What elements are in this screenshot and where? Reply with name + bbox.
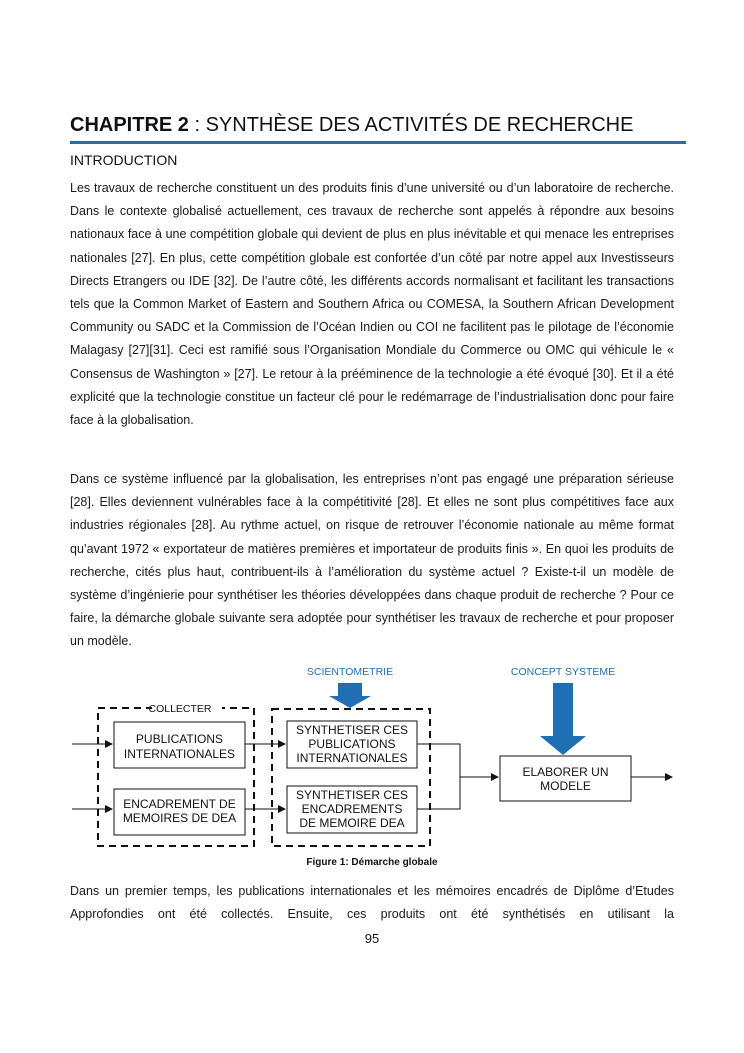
title-rule [70, 141, 686, 144]
concept-arrow [540, 683, 586, 755]
chapter-subtitle: : SYNTHÈSE DES ACTIVITÉS DE RECHERCHE [188, 114, 634, 136]
publications-line-2: INTERNATIONALES [123, 747, 236, 761]
paragraph-2: Dans ce système influencé par la globalisation, les entreprises n’ont pas engagé une préparation sérieuse [28]. Elles deviennent vulnérables face à la compétitivité [28]. Et elles ne sont plus compétitives face aux industries régionales [28]. Au rythme actuel, on risque de retrouver l’économie nationale au même format qu’avant 1972 « exportateur de matières premières et importateur de produits finis ». En quoi les produits de recherche, cités plus haut, contribuent-ils à l’amélioration du système actuel ? Existe-t-il un modèle de système d’ingénierie pour synthétiser les théories développées dans chaque produit de recherche ? Pour ce faire, la démarche globale suivante sera adoptée pour synthétiser les travaux de recherche et pour proposer un modèle. [70, 472, 674, 649]
model-line-1: ELABORER UN [522, 765, 609, 779]
collecter-label: COLLECTER [148, 703, 212, 715]
process-diagram [60, 656, 680, 876]
scientometrie-label: SCIENTOMETRIE [306, 666, 394, 678]
synth-pub-line-1: SYNTHETISER CES [295, 723, 409, 737]
synth-encadrements-box [287, 786, 417, 833]
synth-enc-line-2: ENCADREMENTS [301, 802, 403, 816]
encadrement-box [114, 789, 245, 835]
publications-box [114, 722, 245, 768]
synth-enc-line-3: DE MEMOIRE DEA [299, 816, 405, 830]
synth-pub-line-3: INTERNATIONALES [296, 751, 408, 765]
synth-pub-line-2: PUBLICATIONS [308, 737, 396, 751]
chapter-title [70, 112, 633, 138]
scientometrie-arrow [329, 683, 371, 708]
page-number: 95 [364, 931, 380, 946]
publications-line-1: PUBLICATIONS [135, 732, 224, 746]
section-heading: INTRODUCTION [70, 152, 178, 168]
chapter-label: CHAPITRE 2 [70, 114, 189, 136]
model-box [500, 756, 631, 801]
model-line-2: MODELE [540, 779, 591, 793]
concept-systeme-label: CONCEPT SYSTEME [510, 666, 616, 678]
paragraph-1: Les travaux de recherche constituent un des produits finis d’une université ou d’un laboratoire de recherche. Dans le contexte globalisé actuellement, ces travaux de recherche sont appelés à répondre aux besoins nationaux face à une compétition globale qui devient de plus en plus inévitable et qui menace les entreprises nationales [27]. En plus, cette compétition globale est confortée d’un côté par notre appel aux Investisseurs Directs Etrangers ou IDE [32]. De l’autre côté, les différents accords normalisant et facilitant les transactions tels que la Common Market of Eastern and Southern Africa ou COMESA, la Southern African Development Community ou SADC et la Commission de l’Océan Indien ou COI ne facilitent pas le pilotage de l’économie Malagasy [27][31]. Ceci est ramifié sous l’Organisation Mondiale du Commerce ou OMC qui véhicule le « Consensus de Washington » [27]. Le retour à la prééminence de la technologie a été évoqué [30]. Et il a été explicité que la technologie constitue un facteur clé pour le redémarrage de l’industrialisation donc pour faire face à la globalisation. [70, 181, 674, 428]
figure-caption: Figure 1: Démarche globale [306, 857, 438, 868]
paragraph-3: Dans un premier temps, les publications internationales et les mémoires encadrés de Diplôme d’Etudes Approfondies ont été collectés. Ensuite, ces produits ont été synthétisés en utilisant la [70, 884, 674, 922]
synth-publications-box [287, 721, 417, 768]
encadrement-line-2: MEMOIRES DE DEA [122, 811, 237, 825]
merge-connector [417, 744, 460, 809]
synth-enc-line-1: SYNTHETISER CES [295, 788, 409, 802]
encadrement-line-1: ENCADREMENT DE [123, 797, 236, 811]
